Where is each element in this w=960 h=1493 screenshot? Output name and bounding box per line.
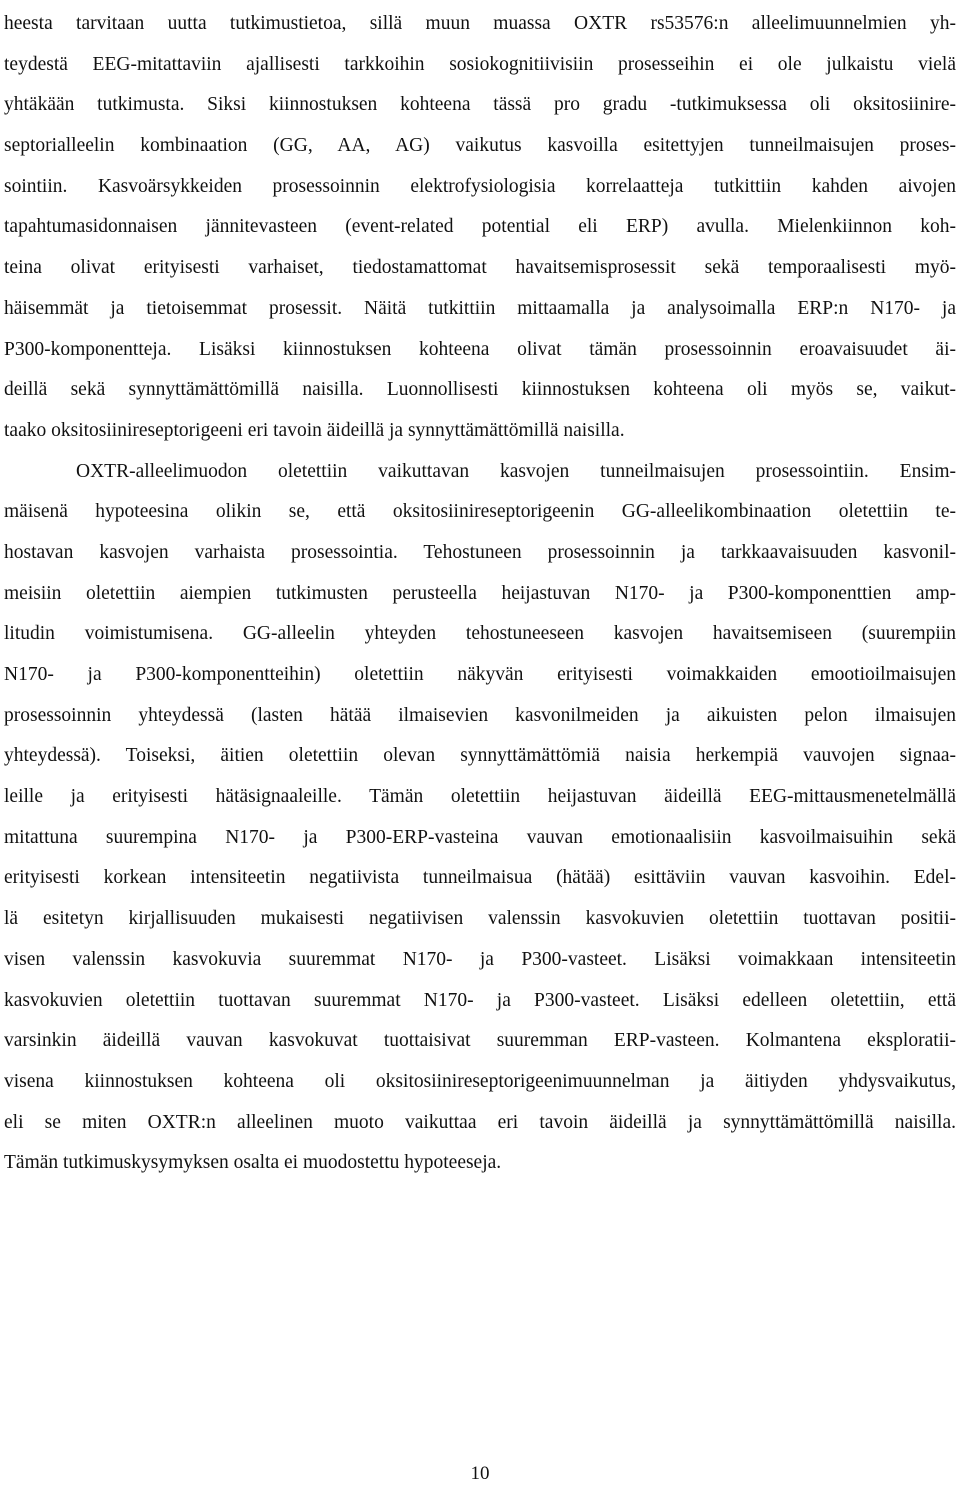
text-line: litudin voimistumisena. GG-alleelin yhteyden tehostuneeseen kasvojen havaitsemiseen (suurempiin xyxy=(4,623,956,645)
text-line: eli se miten OXTR:n alleelinen muoto vaikuttaa eri tavoin äideillä ja synnyttämättömillä naisilla. xyxy=(4,1111,956,1133)
text-line: sointiin. Kasvoärsykkeiden prosessoinnin elektrofysiologisia korrelaatteja tutkittiin kahden aivojen xyxy=(4,175,956,197)
text-line: heesta tarvitaan uutta tutkimustietoa, sillä muun muassa OXTR rs53576:n alleelimuunnelmien yh- xyxy=(4,13,956,34)
document-page xyxy=(4,0,956,1493)
text-line: mitattuna suurempina N170- ja P300-ERP-vasteina vauvan emotionaalisiin kasvoilmaisuihin sekä xyxy=(4,826,956,848)
paragraph-2 xyxy=(4,452,956,1184)
text-line: meisiin oletettiin aiempien tutkimusten perusteella heijastuvan N170- ja P300-komponenttien amp- xyxy=(4,582,956,604)
text-line: P300-komponentteja. Lisäksi kiinnostuksen kohteena olivat tämän prosessoinnin eroavaisuudet äi- xyxy=(4,338,956,360)
text-line: tapahtumasidonnaisen jännitevasteen (event-related potential eli ERP) avulla. Mielenkiinnon koh- xyxy=(4,216,956,238)
text-line: teydestä EEG-mitattaviin ajallisesti tarkkoihin sosiokognitiivisiin prosesseihin ei ole julkaistu vielä xyxy=(4,53,956,75)
text-line: erityisesti korkean intensiteetin negatiivista tunneilmaisua (hätää) esittäviin vauvan kasvoihin. Edel- xyxy=(4,867,956,889)
text-line: visen valenssin kasvokuvia suuremmat N170- ja P300-vasteet. Lisäksi voimakkaan intensiteetin xyxy=(4,948,956,970)
paragraph-1 xyxy=(4,4,956,452)
text-line: yhtäkään tutkimusta. Siksi kiinnostuksen kohteena tässä pro gradu -tutkimuksessa oli oksitosiinire- xyxy=(4,94,956,116)
text-line: yhteydessä). Toiseksi, äitien oletettiin olevan synnyttämättömiä naisia herkempiä vauvojen signaa- xyxy=(4,745,956,767)
text-line: varsinkin äideillä vauvan kasvokuvat tuottaisivat suuremman ERP-vasteen. Kolmantena eksploratii- xyxy=(4,1030,956,1052)
text-line: taako oksitosiinireseptorigeeni eri tavoin äideillä ja synnyttämättömillä naisilla. xyxy=(4,419,625,441)
page-number: 10 xyxy=(470,1463,490,1484)
text-line: deillä sekä synnyttämättömillä naisilla. Luonnollisesti kiinnostuksen kohteena oli myös se, vaikut- xyxy=(4,379,956,401)
text-line: hostavan kasvojen varhaista prosessointia. Tehostuneen prosessoinnin ja tarkkaavaisuuden kasvonil- xyxy=(4,541,956,563)
text-line: N170- ja P300-komponentteihin) oletettiin näkyvän erityisesti voimakkaiden emootioilmaisujen xyxy=(4,664,956,685)
text-line: Tämän tutkimuskysymyksen osalta ei muodostettu hypoteeseja. xyxy=(4,1152,502,1174)
text-line: kasvokuvien oletettiin tuottavan suuremmat N170- ja P300-vasteet. Lisäksi edelleen oletettiin, että xyxy=(4,989,956,1011)
body-text xyxy=(4,4,956,1184)
text-line: leille ja erityisesti hätäsignaaleille. Tämän oletettiin heijastuvan äideillä EEG-mittausmenetelmällä xyxy=(4,786,956,808)
text-line: häisemmät ja tietoisemmat prosessit. Näitä tutkittiin mittaamalla ja analysoimalla ERP:n N170- ja xyxy=(4,297,956,319)
text-line: prosessoinnin yhteydessä (lasten hätää ilmaisevien kasvonilmeiden ja aikuisten pelon ilmaisujen xyxy=(4,704,956,726)
text-line: septorialleelin kombinaation (GG, AA, AG) vaikutus kasvoilla esitettyjen tunneilmaisujen proses- xyxy=(4,135,956,157)
text-line: visena kiinnostuksen kohteena oli oksitosiinireseptorigeenimuunnelman ja äitiyden yhdysvaikutus, xyxy=(4,1070,956,1092)
text-line: mäisenä hypoteesina olikin se, että oksitosiinireseptorigeenin GG-alleelikombinaation oletettiin te- xyxy=(4,501,956,523)
text-line: teina olivat erityisesti varhaiset, tiedostamattomat havaitsemisprosessit sekä temporaalisesti myö- xyxy=(4,257,956,279)
text-line: lä esitetyn kirjallisuuden mukaisesti negatiivisen valenssin kasvokuvien oletettiin tuottavan positii- xyxy=(4,908,956,930)
text-line: OXTR-alleelimuodon oletettiin vaikuttavan kasvojen tunneilmaisujen prosessointiin. Ensim- xyxy=(76,460,956,482)
